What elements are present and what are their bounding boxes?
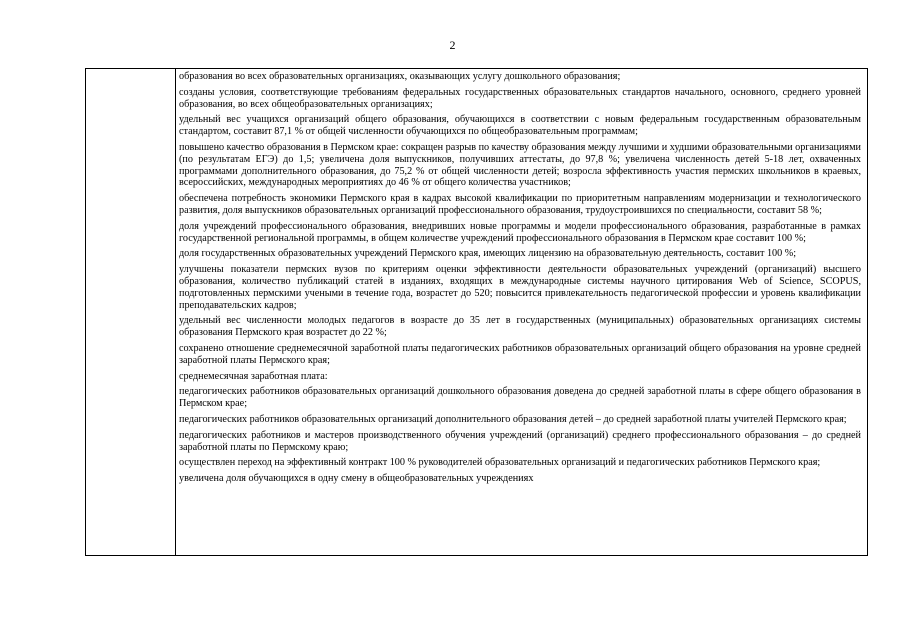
list-item: педагогических работников и мастеров производственного обучения учреждений (организаций) среднего профессионального образования – до средней заработной платы по Пермскому краю; bbox=[179, 429, 861, 453]
list-item: сохранено отношение среднемесячной заработной платы педагогических работников образовательных организаций общего образования на уровне средней заработной платы Пермского края; bbox=[179, 342, 861, 366]
list-item: педагогических работников образовательных организаций дошкольного образования доведена до средней заработной платы в сфере общего образования в Пермском крае; bbox=[179, 386, 861, 410]
list-item: образования во всех образовательных организациях, оказывающих услугу дошкольного образования; bbox=[179, 71, 621, 82]
list-item: повышено качество образования в Пермском крае: сокращен разрыв по качеству образования между лучшими и худшими образовательными организациями (по результатам ЕГЭ) до 1,5; увеличена доля выпускников, получивших аттестаты, до 97,8 %; увеличена численность детей 5-18 лет, охваченных программами дополнительного образования, до 75,2 % от общей численности детей; возросла эффективность участия пермских школьников в краевых, всероссийских, международных мероприятиях до 46 % от общего количества участников; bbox=[179, 141, 861, 189]
list-item: обеспечена потребность экономики Пермского края в кадрах высокой квалификации по приоритетным направлениям модернизации и технологического развития, доля выпускников образовательных организаций профессионального образования, трудоустроившихся по специальности, составит 58 %; bbox=[179, 193, 861, 216]
list-item: увеличена доля обучающихся в одну смену в общеобразовательных учреждениях bbox=[179, 473, 534, 485]
list-item: среднемесячная заработная плата: bbox=[179, 370, 328, 382]
table-right-cell bbox=[176, 71, 867, 489]
list-item: доля государственных образовательных учреждений Пермского края, имеющих лицензию на образовательную деятельность, составит 100 %; bbox=[179, 248, 797, 260]
list-item: осуществлен переход на эффективный контракт 100 % руководителей образовательных организаций и педагогических работников Пермского края; bbox=[179, 457, 821, 469]
list-item: созданы условия, соответствующие требованиям федеральных государственных образовательных стандартов начального, основного, среднего уровней образования, во всех общеобразовательных организациях; bbox=[179, 86, 861, 110]
list-item: педагогических работников образовательных организаций дополнительного образования детей – до средней заработной платы учителей Пермского края; bbox=[179, 413, 847, 425]
table-left-cell bbox=[86, 69, 176, 555]
list-item: удельный вес учащихся организаций общего образования, обучающихся в соответствии с новым федеральным государственным образовательным стандартом, составит 87,1 % от общей численности обучающихся по общеобразовательным программам; bbox=[179, 114, 861, 138]
list-item: улучшены показатели пермских вузов по критериям оценки эффективности деятельности образовательных учреждений (организаций) высшего образования, количество публикаций статей в изданиях, входящих в международные системы научного цитирования Web of Science, SCOPUS, подготовленных пермскими учеными в течение года, возрастет до 520; повысится привлекательность педагогической профессии и уровень квалификации преподавательских кадров; bbox=[179, 264, 861, 311]
list-item: удельный вес численности молодых педагогов в возрасте до 35 лет в государственных (муниципальных) образовательных организациях системы образования Пермского края возрастет до 22 %; bbox=[179, 315, 861, 339]
page-number: 2 bbox=[449, 38, 456, 52]
document-table bbox=[85, 68, 868, 556]
list-item: доля учреждений профессионального образования, внедривших новые программы и модели профессионального образования, разработанные в рамках государственной региональной программы, в общем количестве учреждений профессионального образования в Пермском крае составит 100 %; bbox=[179, 220, 861, 244]
